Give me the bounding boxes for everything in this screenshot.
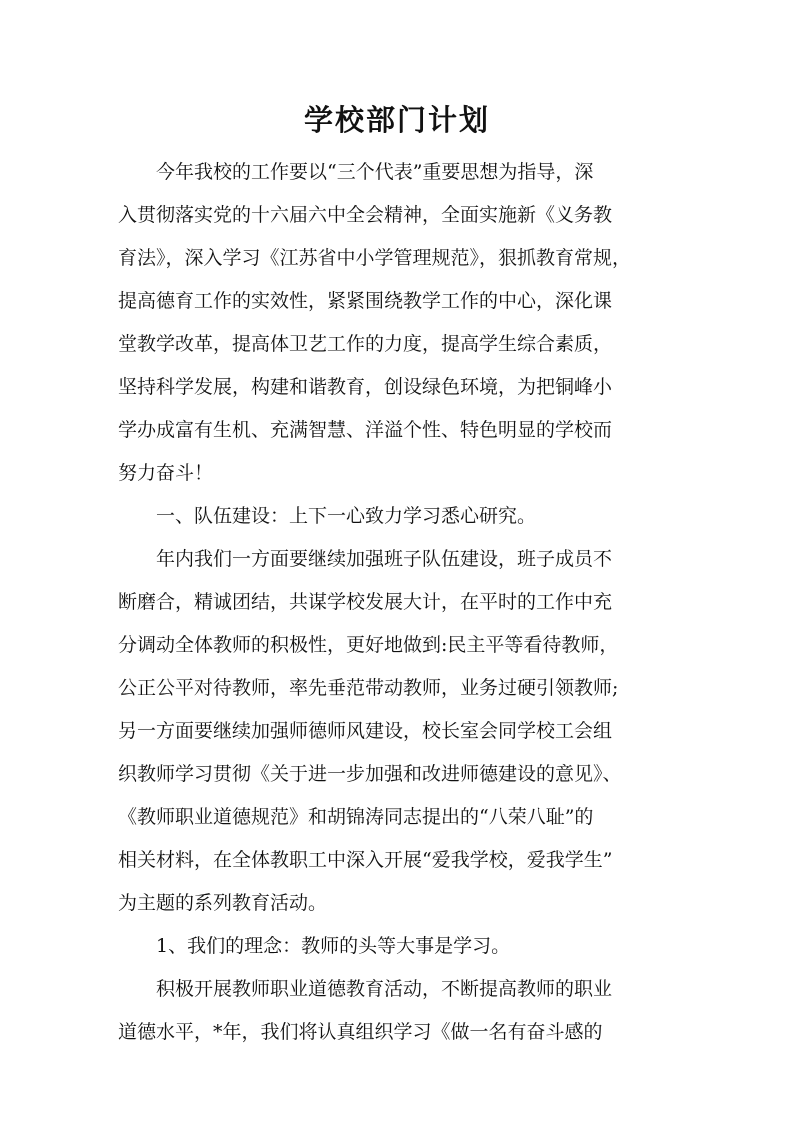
paragraph-line: 学办成富有生机、充满智慧、洋溢个性、特色明显的学校而 — [118, 419, 613, 441]
paragraph-line: 年内我们一方面要继续加强班子队伍建设，班子成员不 — [118, 548, 613, 570]
paragraph-line: 织教师学习贯彻《关于进一步加强和改进师德建设的意见》、 — [118, 763, 622, 785]
paragraph-line: 道德水平，*年，我们将认真组织学习《做一名有奋斗感的 — [118, 1021, 603, 1043]
paragraph-line: 入贯彻落实党的十六届六中全会精神，全面实施新《义务教 — [118, 204, 613, 226]
paragraph-line: 堂教学改革，提高体卫艺工作的力度，提高学生综合素质， — [118, 333, 613, 355]
section-heading: 一、队伍建设：上下一心致力学习悉心研究。 — [118, 505, 537, 527]
paragraph-line: 坚持科学发展，构建和谐教育，创设绿色环境，为把铜峰小 — [118, 376, 613, 398]
subsection-heading: 1、我们的理念：教师的头等大事是学习。 — [118, 935, 511, 957]
paragraph-line: 育法》，深入学习《江苏省中小学管理规范》，狠抓教育常规， — [118, 247, 632, 269]
paragraph-line: 为主题的系列教育活动。 — [118, 892, 328, 914]
paragraph-line: 积极开展教师职业道德教育活动，不断提高教师的职业 — [118, 978, 613, 1000]
document-title: 学校部门计划 — [303, 103, 490, 137]
paragraph-line: 提高德育工作的实效性，紧紧围绕教学工作的中心，深化课 — [118, 290, 613, 312]
paragraph-line: 分调动全体教师的积极性，更好地做到:民主平等看待教师， — [118, 634, 619, 656]
paragraph-line: 另一方面要继续加强师德师风建设，校长室会同学校工会组 — [118, 720, 613, 742]
paragraph-line: 今年我校的工作要以“三个代表”重要思想为指导，深 — [118, 161, 594, 183]
paragraph-line: 公正公平对待教师，率先垂范带动教师，业务过硬引领教师; — [118, 677, 619, 699]
paragraph-line: 努力奋斗！ — [118, 462, 214, 484]
paragraph-line: 相关材料，在全体教职工中深入开展“爱我学校，爱我学生” — [118, 849, 613, 871]
paragraph-line: 断磨合，精诚团结，共谋学校发展大计，在平时的工作中充 — [118, 591, 613, 613]
paragraph-line: 《教师职业道德规范》和胡锦涛同志提出的“八荣八耻”的 — [118, 806, 594, 828]
